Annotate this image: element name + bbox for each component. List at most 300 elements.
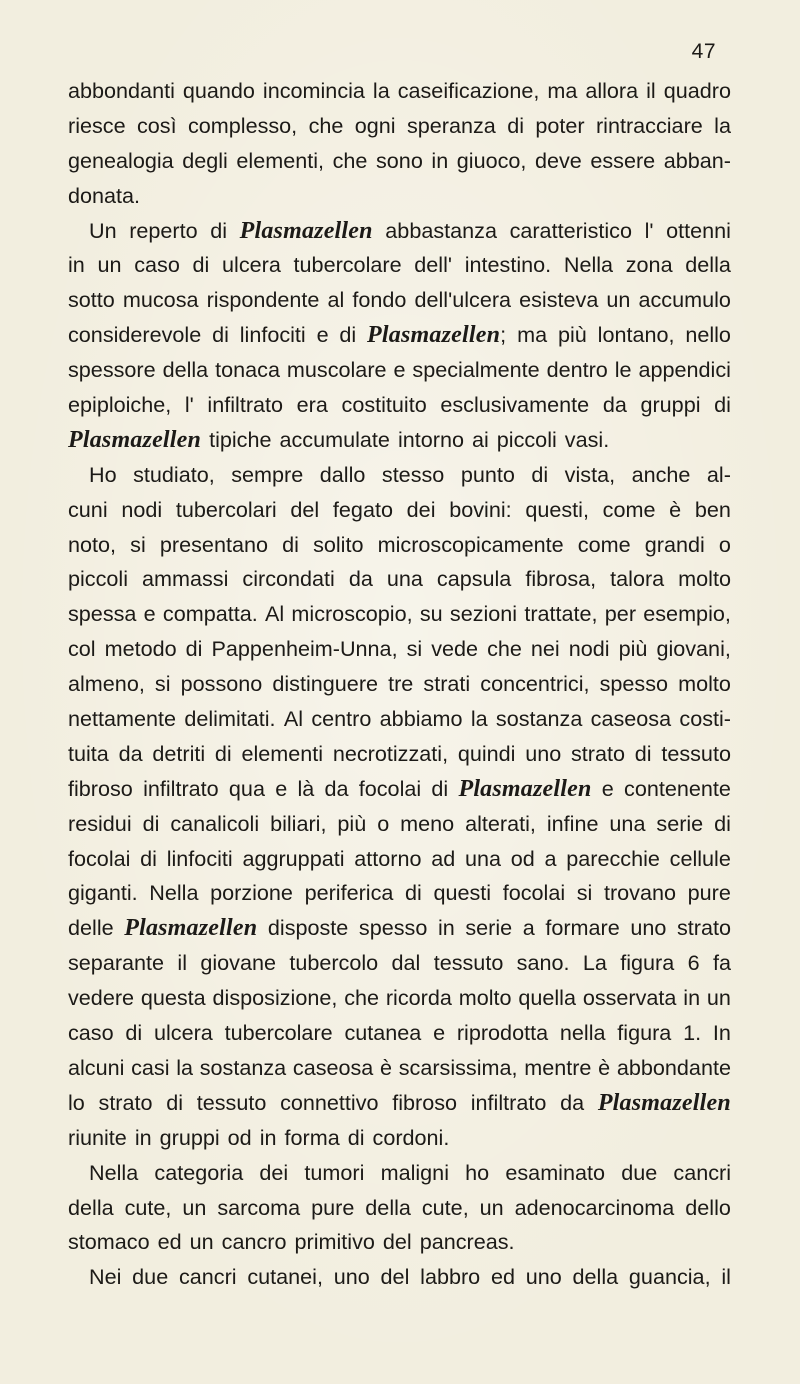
word: intestino.	[464, 252, 552, 278]
word: molto	[678, 566, 731, 592]
word: giovane	[200, 950, 276, 976]
text-line	[68, 876, 731, 911]
word: stesso	[381, 461, 445, 487]
word: uno	[525, 1264, 562, 1290]
word: mucosa	[122, 287, 199, 313]
word: sezioni	[449, 601, 518, 627]
word: a	[544, 845, 557, 871]
word: figura	[620, 950, 675, 976]
word: tipiche	[209, 426, 272, 452]
text-line	[68, 1191, 731, 1226]
word: fibroso	[68, 775, 133, 801]
word: e	[393, 357, 406, 383]
word: disposizione,	[212, 985, 338, 1011]
word: In	[712, 1020, 731, 1046]
word: tubercolare	[224, 1020, 333, 1046]
word: deve	[534, 147, 582, 173]
word: più	[557, 322, 587, 348]
text-line	[68, 423, 731, 458]
word: serie	[656, 810, 704, 836]
italic-term: Plasmazellen	[458, 775, 592, 802]
word: è	[669, 496, 682, 522]
word: quadro	[663, 78, 731, 103]
text-line	[68, 632, 731, 667]
word: circondati	[242, 566, 335, 592]
word: dentro	[546, 357, 608, 383]
word: col	[68, 636, 96, 662]
word: formare	[545, 915, 620, 941]
word: qua	[228, 775, 265, 801]
word: solito	[313, 531, 364, 557]
word: vedere	[68, 985, 135, 1011]
word: centro	[311, 706, 372, 732]
word: uno	[333, 1264, 370, 1290]
word: ed	[490, 1264, 515, 1290]
word: di	[214, 740, 232, 766]
word: contenente	[624, 775, 731, 801]
word: Pappenheim-Unna,	[211, 636, 398, 662]
word: il	[177, 950, 187, 976]
italic-term: Plasmazellen	[239, 217, 373, 244]
word: si	[406, 636, 423, 662]
word: come	[602, 496, 656, 522]
word: alcuni	[68, 1054, 125, 1080]
word: un	[97, 252, 122, 278]
word: da	[324, 775, 349, 801]
word: come	[577, 531, 631, 557]
word: Nella	[149, 880, 199, 906]
word: incomincia	[262, 78, 365, 103]
word: costi-	[679, 706, 731, 732]
word: zona	[625, 252, 673, 278]
word: sostanza	[495, 706, 583, 732]
word: fondo	[352, 287, 407, 313]
word: uno	[630, 915, 667, 941]
word: abban-	[663, 147, 731, 173]
word: ai	[471, 426, 489, 452]
word: Un	[89, 217, 117, 243]
word: o	[718, 531, 731, 557]
text-line	[68, 248, 731, 283]
word: di	[405, 880, 422, 906]
word: talora	[610, 566, 665, 592]
word: questa	[140, 985, 206, 1011]
word: di	[140, 845, 157, 871]
word: riesce	[68, 112, 126, 138]
word: ed	[157, 1229, 182, 1255]
word: figura	[617, 1020, 672, 1046]
word: vasi.	[564, 426, 610, 452]
word: noto,	[68, 531, 117, 557]
word: compatta.	[162, 601, 258, 627]
word: cancri	[178, 1264, 237, 1290]
word: serie	[465, 915, 513, 941]
word: distinguere	[272, 671, 379, 697]
word: un	[706, 985, 731, 1011]
text-line	[68, 597, 731, 632]
word: sarcoma	[217, 1194, 301, 1220]
word: essere	[590, 147, 656, 173]
word: più	[337, 810, 367, 836]
word: esempio,	[643, 601, 731, 627]
text-line	[68, 737, 731, 772]
word: in	[259, 1124, 277, 1150]
word: della	[572, 1264, 619, 1290]
word: ammassi	[142, 566, 229, 592]
word: l'	[184, 392, 194, 418]
word: meno	[400, 810, 455, 836]
word: biliari,	[270, 810, 327, 836]
text-line	[68, 1156, 731, 1191]
text-line	[68, 179, 731, 214]
word: presentano	[159, 531, 268, 557]
word: riunite	[68, 1124, 127, 1150]
word: cancro	[221, 1229, 287, 1255]
text-line	[68, 946, 731, 981]
word: un	[606, 287, 631, 313]
word: cute,	[421, 1194, 469, 1220]
word: connettivo	[280, 1089, 379, 1115]
word: tessuto	[196, 1089, 267, 1115]
word: era	[296, 392, 328, 418]
italic-term: Plasmazellen	[597, 1089, 731, 1116]
word: la	[714, 112, 731, 138]
word: questi,	[525, 496, 589, 522]
word: esaminato	[505, 1159, 606, 1185]
word: così	[136, 112, 177, 138]
word: la	[372, 78, 390, 103]
word: speranza	[406, 112, 496, 138]
word: ulcera	[222, 252, 281, 278]
word: da	[118, 740, 143, 766]
word: molto	[458, 985, 512, 1011]
word: piccoli	[68, 566, 129, 592]
word: quando	[182, 78, 255, 103]
word: Nella	[563, 252, 614, 278]
word: cutanei,	[247, 1264, 323, 1290]
text-line	[68, 911, 731, 946]
word: nodi	[568, 636, 610, 662]
word: abbondanti	[68, 78, 175, 103]
word: di	[531, 461, 549, 487]
italic-term: Plasmazellen	[124, 915, 258, 942]
word: un	[182, 1194, 207, 1220]
word: concentrici,	[480, 671, 590, 697]
word: lo	[68, 1089, 85, 1115]
word: focolai	[358, 775, 422, 801]
word: grandi	[644, 531, 705, 557]
word: adenocarcinoma	[514, 1194, 675, 1220]
word: dell'	[414, 252, 453, 278]
text-line	[68, 214, 731, 249]
word: reperto	[129, 217, 198, 243]
word: abbiamo	[379, 706, 463, 732]
word: parecchie	[566, 845, 660, 871]
word: in	[68, 252, 85, 278]
word: della	[68, 1194, 114, 1220]
word: primitivo	[294, 1229, 375, 1255]
word: periferica	[304, 880, 394, 906]
word: nei	[530, 636, 560, 662]
word: sempre	[231, 461, 304, 487]
word: osservata	[582, 985, 677, 1011]
word: dello	[685, 1194, 731, 1220]
text-line	[68, 1225, 731, 1260]
word: abbastanza	[385, 217, 497, 243]
word: della	[365, 1194, 411, 1220]
word: giovani,	[656, 636, 731, 662]
word: si	[576, 880, 593, 906]
word: stomaco	[68, 1229, 150, 1255]
word: di	[125, 1020, 143, 1046]
word: di	[347, 1124, 365, 1150]
word: o	[377, 810, 390, 836]
word: categoria	[154, 1159, 244, 1185]
word: ho	[465, 1159, 490, 1185]
word: microscopicamente	[377, 531, 564, 557]
word: necrotizzati,	[332, 740, 449, 766]
word: degli	[182, 147, 228, 173]
word: detriti	[152, 740, 206, 766]
word: Nella	[89, 1159, 139, 1185]
word: tre	[388, 671, 414, 697]
word: muscolare	[286, 357, 387, 383]
word: una	[609, 810, 646, 836]
word: cellule	[669, 845, 731, 871]
word: Al	[283, 706, 304, 732]
word: sano.	[516, 950, 570, 976]
word: caso	[68, 1020, 114, 1046]
word: nettamente	[68, 706, 177, 732]
word: di	[210, 217, 228, 243]
word: che	[332, 147, 368, 173]
word: dell'ulcera	[414, 287, 512, 313]
word: da	[602, 392, 627, 418]
word: accumulo	[638, 287, 731, 313]
word: Nei	[89, 1264, 122, 1290]
word: fa	[712, 950, 731, 976]
word: maligni	[380, 1159, 449, 1185]
word: cuni	[68, 496, 108, 522]
word: la	[470, 706, 488, 732]
word: rispondente	[206, 287, 320, 313]
word: fibrosa,	[525, 566, 597, 592]
word: di	[192, 252, 210, 278]
text-line	[68, 144, 731, 179]
text-line	[68, 842, 731, 877]
word: metodo	[104, 636, 177, 662]
word: nella	[559, 1020, 606, 1046]
word: di	[431, 775, 449, 801]
word: infiltrato	[207, 392, 284, 418]
word: abbondante	[616, 1054, 731, 1080]
word: caseosa	[292, 1054, 374, 1080]
word: spessa	[68, 601, 137, 627]
body-text	[68, 74, 731, 1295]
word: due	[132, 1264, 169, 1290]
word: vista,	[564, 461, 616, 487]
word: ma	[517, 322, 548, 348]
word: strati	[423, 671, 471, 697]
word: tessuto	[433, 950, 504, 976]
word: labbro	[420, 1264, 481, 1290]
word: considerevole	[68, 322, 202, 348]
word: linfociti	[239, 322, 306, 348]
word: ottenni	[666, 217, 731, 243]
word: di	[714, 810, 731, 836]
word: nello	[685, 322, 731, 348]
word: mentre	[524, 1054, 592, 1080]
word: infine	[546, 810, 599, 836]
word: uno	[525, 740, 562, 766]
word: trovano	[603, 880, 677, 906]
word: tessuto	[661, 740, 731, 766]
word: aggruppati	[242, 845, 345, 871]
word: dei	[406, 496, 436, 522]
word: alterati,	[465, 810, 536, 836]
word: infiltrato	[470, 1089, 547, 1115]
word: riprodotta	[456, 1020, 549, 1046]
text-line	[68, 1086, 731, 1121]
text-line	[68, 74, 731, 109]
word: spessore	[68, 357, 156, 383]
word: che	[344, 985, 380, 1011]
text-line	[68, 1121, 731, 1156]
word: focolai	[68, 845, 131, 871]
word: di	[212, 322, 229, 348]
word: bovini:	[449, 496, 512, 522]
word: ma	[547, 78, 578, 103]
word: canalicoli	[170, 810, 260, 836]
text-line	[68, 353, 731, 388]
word: del	[290, 496, 320, 522]
word: esclusivamente	[440, 392, 590, 418]
word: elementi,	[236, 147, 325, 173]
word: anche	[631, 461, 691, 487]
word: linfociti	[166, 845, 233, 871]
word: vede	[431, 636, 479, 662]
word: molto	[678, 671, 731, 697]
word: ogni	[354, 112, 396, 138]
text-line	[68, 1260, 731, 1295]
word: trattate,	[524, 601, 598, 627]
word: l'	[644, 217, 654, 243]
word: attorno	[354, 845, 422, 871]
word: rintracciare	[595, 112, 703, 138]
word: costituito	[341, 392, 427, 418]
word: caso	[134, 252, 180, 278]
word: da	[348, 566, 373, 592]
text-line	[68, 981, 731, 1016]
word: e	[433, 1020, 446, 1046]
word: infiltrato	[143, 775, 219, 801]
italic-term: Plasmazellen	[68, 426, 202, 453]
word: di	[185, 636, 203, 662]
word: sono	[376, 147, 423, 173]
word: ricorda	[385, 985, 452, 1011]
word: della	[685, 252, 731, 278]
word: a	[522, 915, 535, 941]
word: una	[464, 845, 502, 871]
word: genealogia	[68, 147, 174, 173]
word: cordoni.	[372, 1124, 450, 1150]
word: epiploiche,	[68, 392, 172, 418]
text-line	[68, 772, 731, 807]
word: pure	[687, 880, 731, 906]
word: tonaca	[215, 357, 280, 383]
word: donata.	[68, 182, 141, 208]
text-line	[68, 667, 731, 702]
word: due	[621, 1159, 658, 1185]
word: strato	[571, 740, 626, 766]
word: strato	[98, 1089, 153, 1115]
text-line	[68, 458, 731, 493]
word: e	[316, 322, 329, 348]
word: in	[683, 985, 701, 1011]
word: gruppi	[640, 392, 701, 418]
word: disposte	[267, 915, 349, 941]
word: separante	[68, 950, 165, 976]
italic-term: Plasmazellen;	[367, 322, 507, 349]
word: è	[380, 1054, 393, 1080]
word: delimitati.	[184, 706, 276, 732]
word: microscopio,	[291, 601, 413, 627]
word: caseosa	[590, 706, 672, 732]
text-line	[68, 388, 731, 423]
word: un	[189, 1229, 214, 1255]
word: allora	[585, 78, 639, 103]
word: elementi	[241, 740, 324, 766]
word: più	[618, 636, 648, 662]
word: spesso	[599, 671, 669, 697]
word: della	[162, 357, 209, 383]
word: intorno	[397, 426, 464, 452]
word: e	[275, 775, 288, 801]
word: residui	[68, 810, 132, 836]
word: le	[614, 357, 632, 383]
word: si	[130, 531, 146, 557]
word: specialmente	[412, 357, 540, 383]
word: del	[382, 1229, 412, 1255]
word: per	[604, 601, 637, 627]
word: quella	[518, 985, 576, 1011]
word: cutanea	[344, 1020, 422, 1046]
text-line	[68, 283, 731, 318]
word: nodi	[121, 496, 163, 522]
word: esisteva	[519, 287, 599, 313]
word: od	[227, 1124, 252, 1150]
word: di	[339, 322, 357, 348]
word: si	[154, 671, 171, 697]
word: di	[507, 112, 524, 138]
word: il	[646, 78, 656, 103]
word: tubercolari	[175, 496, 277, 522]
word: poter	[535, 112, 585, 138]
word: scarsissima,	[398, 1054, 518, 1080]
word: una	[386, 566, 423, 592]
word: casi	[131, 1054, 170, 1080]
word: il	[721, 1264, 731, 1290]
word: del	[380, 1264, 410, 1290]
word: accumulate	[279, 426, 390, 452]
word: giganti.	[68, 880, 138, 906]
word: di	[166, 1089, 184, 1115]
word: è	[598, 1054, 611, 1080]
word: caratteristico	[509, 217, 632, 243]
word: complesso,	[187, 112, 298, 138]
word: fegato	[332, 496, 393, 522]
word: piccoli	[496, 426, 557, 452]
